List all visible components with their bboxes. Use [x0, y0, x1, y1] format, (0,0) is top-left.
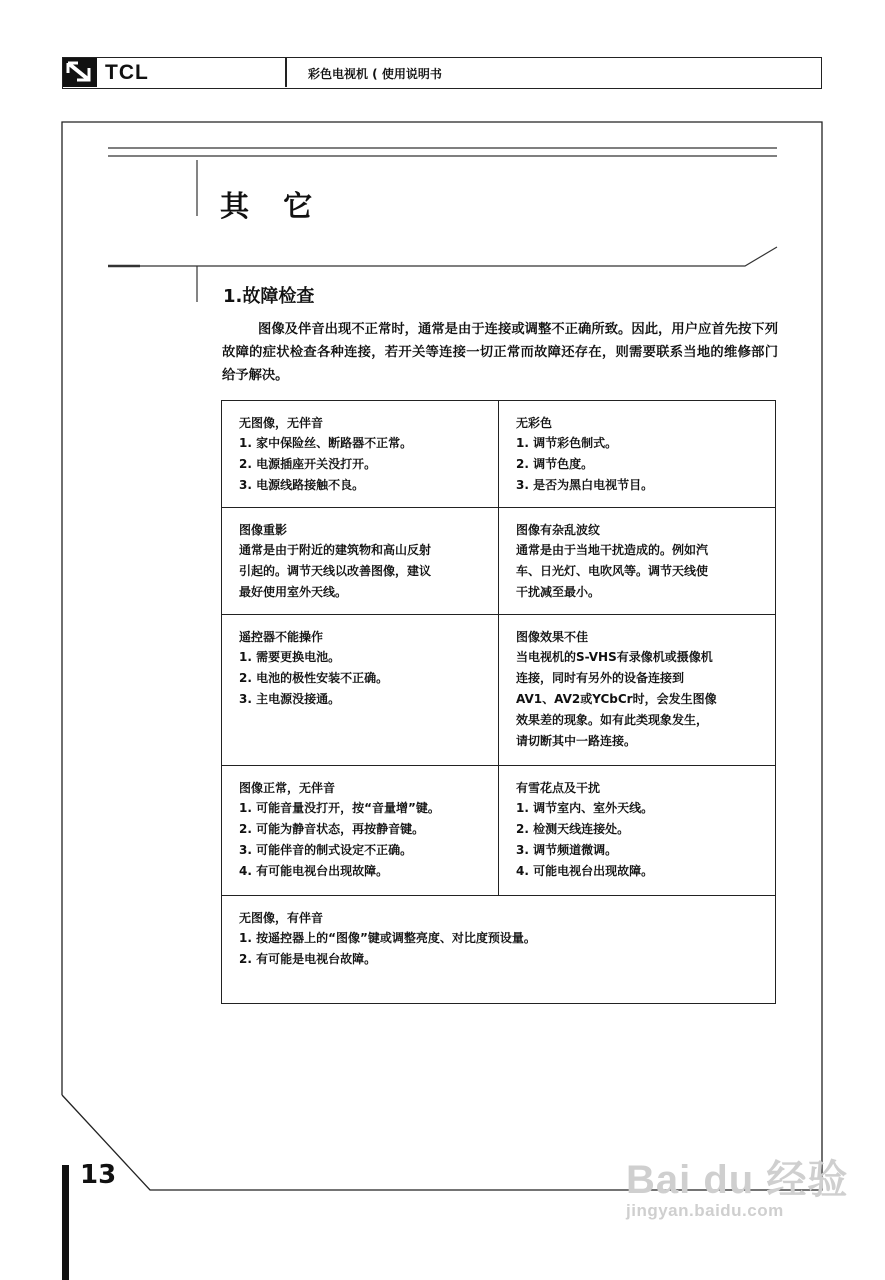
cell-line: 1. 按遥控器上的“图像”键或调整亮度、对比度预设量。: [239, 931, 536, 945]
cell-line: AV1、AV2或YCbCr时，会发生图像: [516, 692, 717, 706]
troubleshooting-table: [221, 400, 776, 1004]
page-marker-bar: [62, 1165, 69, 1280]
cell-title: 图像正常，无伴音: [239, 781, 336, 795]
cell-line: 1. 需要更换电池。: [239, 650, 341, 664]
cell-line: 连接，同时有另外的设备连接到: [516, 671, 685, 685]
table-cell: [222, 766, 498, 882]
cell-title: 图像效果不佳: [516, 630, 589, 644]
section-title: 其 它: [220, 189, 325, 223]
cell-title: 无图像，无伴音: [239, 416, 324, 430]
table-cell: [499, 401, 776, 496]
cell-line: 车、日光灯、电吹风等。调节天线使: [516, 564, 709, 578]
cell-line: 1. 调节彩色制式。: [516, 436, 618, 450]
cell-line: 4. 可能电视台出现故障。: [516, 864, 654, 878]
baidu-watermark: [626, 1148, 848, 1221]
cell-title: 有雪花点及干扰: [516, 781, 601, 795]
cell-line: 请切断其中一路连接。: [516, 734, 637, 748]
cell-line: 3. 可能伴音的制式设定不正确。: [239, 843, 413, 857]
cell-line: 1. 家中保险丝、断路器不正常。: [239, 436, 413, 450]
cell-line: 3. 主电源没接通。: [239, 692, 341, 706]
cell-line: 3. 是否为黑白电视节目。: [516, 478, 654, 492]
table-cell: [499, 615, 776, 752]
cell-line: 效果差的现象。如有此类现象发生，: [516, 713, 709, 727]
cell-line: 1. 可能音量没打开，按“音量增”键。: [239, 801, 440, 815]
cell-line: 3. 调节频道微调。: [516, 843, 618, 857]
cell-line: 干扰减至最小。: [516, 585, 601, 599]
header-title: 彩色电视机 ( 使用说明书: [308, 67, 442, 81]
cell-line: 2. 电源插座开关没打开。: [239, 457, 377, 471]
cell-title: 无彩色: [516, 416, 553, 430]
cell-line: 2. 电池的极性安装不正确。: [239, 671, 389, 685]
watermark-brand: Bai du 经验: [626, 1158, 849, 1202]
cell-line: 4. 有可能电视台出现故障。: [239, 864, 389, 878]
cell-line: 2. 可能为静音状态，再按静音键。: [239, 822, 425, 836]
watermark-url: jingyan.baidu.com: [626, 1201, 784, 1220]
table-cell: [222, 508, 498, 603]
brand-logo-text: TCL: [105, 61, 149, 84]
intro-paragraph: 图像及伴音出现不正常时，通常是由于连接或调整不正确所致。因此，用户应首先按下列故障的症状检查各种连接，若开关等连接一切正常而故障还存在，则需要联系当地的维修部门给予解决。: [222, 322, 778, 383]
cell-title: 无图像，有伴音: [239, 911, 324, 925]
page-number: 13: [80, 1160, 117, 1190]
table-cell: [222, 615, 498, 710]
cell-line: 引起的。调节天线以改善图像，建议: [239, 564, 432, 578]
cell-line: 通常是由于当地干扰造成的。例如汽: [516, 543, 709, 557]
cell-line: 最好使用室外天线。: [239, 585, 348, 599]
cell-title: 图像有杂乱波纹: [516, 523, 601, 537]
table-cell: [499, 766, 776, 882]
cell-line: 2. 有可能是电视台故障。: [239, 952, 377, 966]
cell-line: 2. 检测天线连接处。: [516, 822, 630, 836]
cell-line: 3. 电源线路接触不良。: [239, 478, 365, 492]
table-cell: [499, 508, 776, 603]
cell-title: 图像重影: [239, 523, 288, 537]
subsection-title: 1.故障检查: [223, 286, 315, 307]
cell-line: 通常是由于附近的建筑物和高山反射: [239, 543, 432, 557]
cell-line: 2. 调节色度。: [516, 457, 594, 471]
cell-title: 遥控器不能操作: [239, 630, 324, 644]
table-cell: [222, 401, 498, 496]
cell-line: 1. 调节室内、室外天线。: [516, 801, 654, 815]
cell-line: 当电视机的S-VHS有录像机或摄像机: [516, 650, 713, 664]
table-cell: [222, 896, 775, 970]
